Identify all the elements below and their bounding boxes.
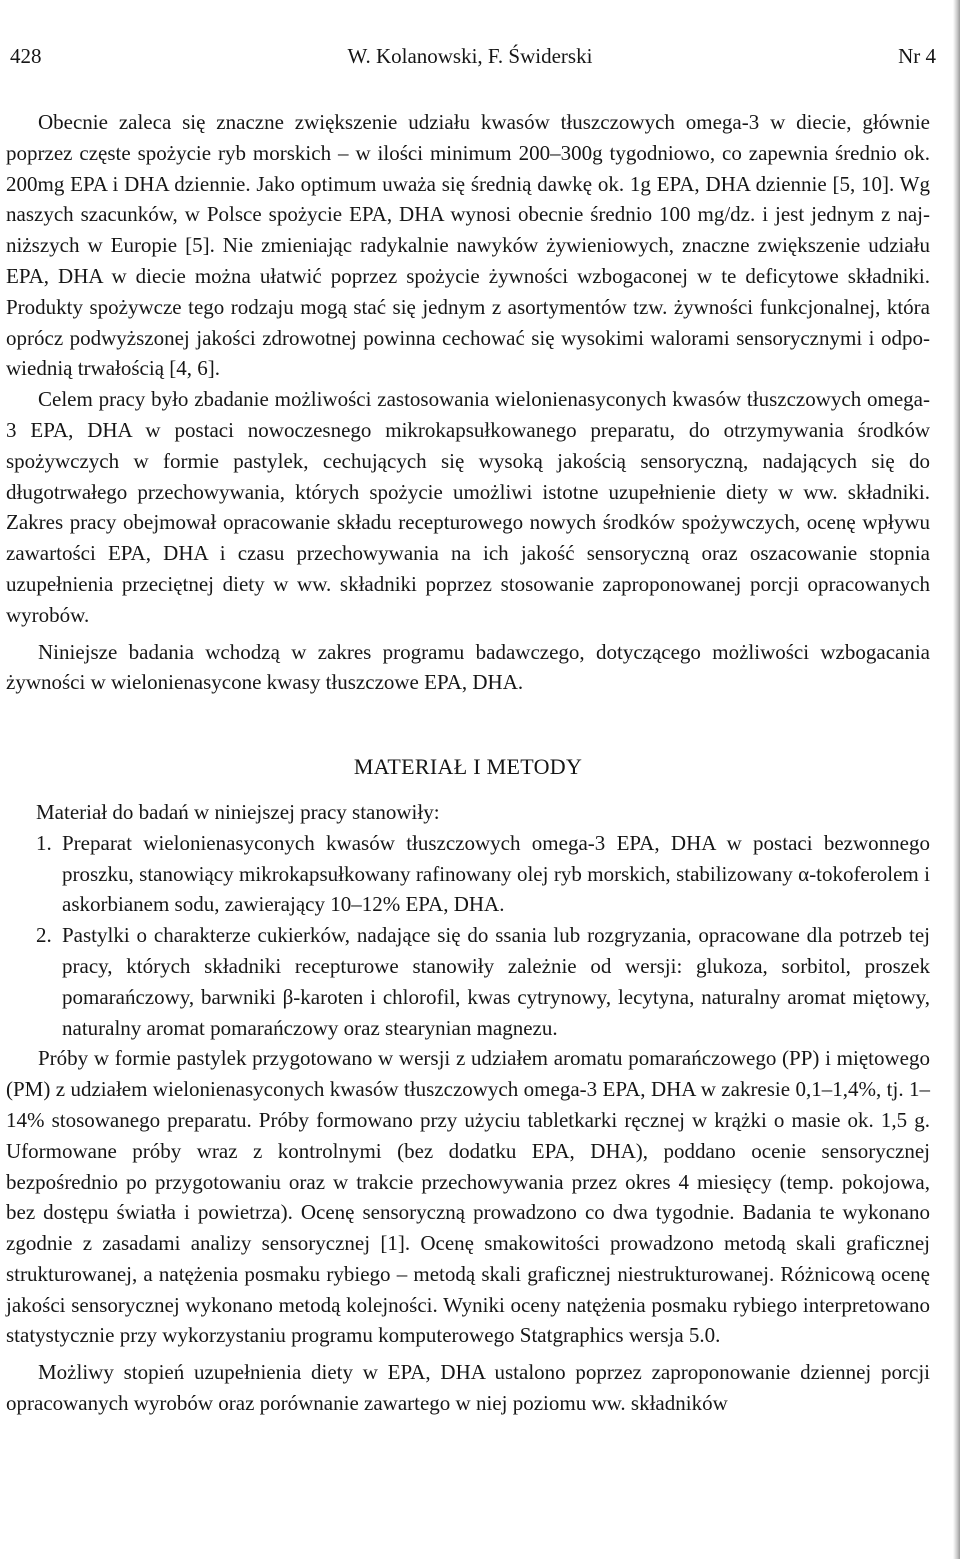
list-item <box>6 920 930 1043</box>
running-header-authors: W. Kolanowski, F. Świderski <box>347 44 593 68</box>
paragraph-omega3-recommendation: Obecnie zaleca się znaczne zwiększenie udziału kwasów tłuszczowych omega-3 w diecie, głównie poprzez częste spożycie ryb morskich – w ilości minimum 200–300g tygodniowo, co zapewnia średnio ok. 200mg EPA i DHA dziennie. Jako optimum uważa się średnią dawkę ok. 1g EPA, DHA dziennie [5, 10]. Wg naszych szacunków, w Polsce spożycie EPA, DHA wynosi obecnie średnio 100 mg/dz. i jest jednym z najniższych w Europie [5]. Nie zmieniając radykalnie nawyków żywieniowych, znaczne zwiększenie udziału EPA, DHA w diecie można ułatwić poprzez spożycie żywności wzbogaconej w te deficytowe składniki. Produkty spożywcze tego rodzaju mogą stać się jednym z asortymentów tzw. żywności funkcjonalnej, która oprócz podwyższonej jakości zdrowotnej powinna cechować się wysokimi walorami sensorycznymi i odpowiednią trwałością [4, 6]. <box>6 110 930 381</box>
materials-intro: Materiał do badań w niniejszej pracy stanowiły: <box>36 799 440 824</box>
scan-edge-shadow <box>953 0 960 1559</box>
article-body <box>6 107 930 1419</box>
materials-list <box>6 828 930 1044</box>
list-item-text: Preparat wielonienasyconych kwasów tłuszczowych omega-3 EPA, DHA w postaci bezwonnego proszku, stanowiący mikrokapsułkowany rafinowany olej ryb morskich, stabilizowany α-tokoferolem i askorbianem sodu, zawierający 10–12% EPA, DHA. <box>62 830 930 917</box>
paragraph-research-program: Niniejsze badania wchodzą w zakres programu badawczego, dotyczącego możliwości wzbogacania żywności w wielonienasycone kwasy tłuszczowe EPA, DHA. <box>6 639 930 695</box>
list-item <box>6 828 930 920</box>
page-number: 428 <box>10 44 42 68</box>
list-item-number: 1. <box>36 830 52 855</box>
section-heading-materials-methods: MATERIAŁ I METODY <box>353 754 583 780</box>
running-header <box>4 44 936 74</box>
paragraph-aim-of-study: Celem pracy było zbadanie możliwości zastosowania wielonienasyconych kwasów tłuszczowych omega-3 EPA, DHA w postaci nowoczesnego mikrokapsułkowanego preparatu, do otrzymywania środków spożywczych w formie pastylek, cechujących się wysoką jakością sensoryczną, nadających się do długotrwałego przechowywania, których spożycie umożliwi istotne uzupełnienie diety w ww. składniki. Zakres pracy obejmował opracowanie składu recepturowego nowych środków spożywczych, ocenę wpływu zawartości EPA, DHA i czasu przechowywania na ich jakość sensoryczną oraz oszacowanie stopnia uzupełnienia przeciętnej diety w ww. składniki poprzez stosowanie zaproponowanej porcji opracowanych wyrobów. <box>6 387 930 627</box>
list-item-number: 2. <box>36 923 52 948</box>
paragraph-diet-supplementation: Możliwy stopień uzupełnienia diety w EPA, DHA ustalono poprzez zaproponowanie dziennej porcji opracowanych wyrobów oraz porównanie zawartego w niej poziomu ww. składników <box>6 1360 930 1416</box>
issue-number: Nr 4 <box>898 44 936 68</box>
list-item-text: Pastylki o charakterze cukierków, nadające się do ssania lub rozgryzania, opracowane dla potrzeb tej pracy, których składniki recepturowe stanowiły zależnie od wersji: glukoza, sorbitol, proszek pomarańczowy, barwniki β-karoten i chlorofil, kwas cytrynowy, lecytyna, naturalny aromat miętowy, naturalny aromat pomarańczowy oraz stearynian magnezu. <box>62 923 930 1040</box>
paragraph-sample-preparation: Próby w formie pastylek przygotowano w wersji z udziałem aromatu pomarańczowego (PP) i miętowego (PM) z udziałem wielonienasyconych kwasów tłuszczowych omega-3 EPA, DHA w zakresie 0,1–1,4%, tj. 1–14% stosowanego preparatu. Próby formowano przy użyciu tabletkarki ręcznej w krążki o masie ok. 1,5 g. Uformowane próby wraz z kontrolnymi (bez dodatku EPA, DHA), poddano ocenie sensorycznej bezpośrednio po przygotowaniu oraz w trakcie przechowywania przez okres 4 miesięcy (temp. pokojowa, bez dostępu światła i powietrza). Ocenę sensoryczną prowadzono co dwa tygodnie. Badania te wykonano zgodnie z zasadami analizy sensorycznej [1]. Ocenę smakowitości prowadzono metodą skali graficznej strukturowanej, a natężenia posmaku rybiego – metodą skali graficznej niestrukturowanej. Różnicową ocenę jakości sensorycznej wykonano metodą kolejności. Wyniki oceny natężenia posmaku rybiego interpretowano statystycznie przy wykorzystaniu programu komputerowego Statgraphics wersja 5.0. <box>6 1046 930 1348</box>
